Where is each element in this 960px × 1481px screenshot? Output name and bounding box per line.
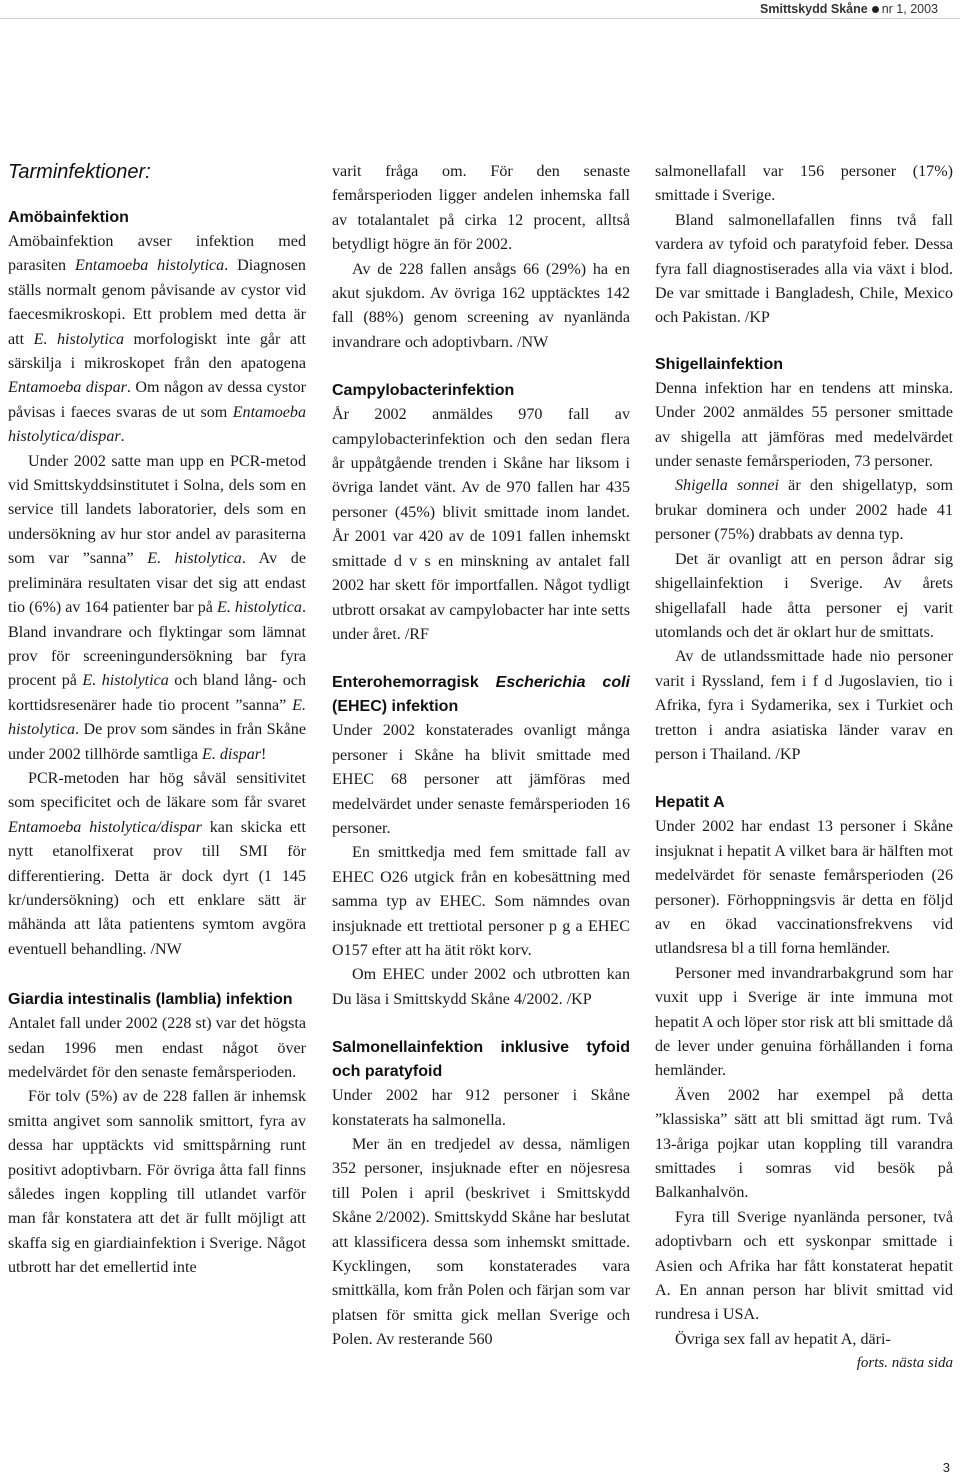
shigella-paragraph-3: Det är ovanligt att en person ådrar sig shigellainfektion i Sverige. Av årets shigellafall hade åtta personer ej varit utomlands och det är oklart hur de smittats. [655,550,953,641]
column-2-content [332,160,630,1353]
amoeba-paragraph-3: PCR-metoden har hög såväl sensitivitet som specificitet och de läkare som får svaret Entamoeba histolytica/dispar kan skicka ett nytt etanolfixerat prov till SMI för differentiering. Detta är dock dyrt (1 145 kr/undersökning) och ett enklare sätt är måhända att låta patientens symtom avgöra eventuell behandling. /NW [8,769,306,958]
shigella-paragraph-2: Shigella sonnei är den shigellatyp, som brukar dominera och under 2002 hade 41 personer (75%) drabbats av denna typ. [655,477,953,544]
section-title: Tarminfektioner: [8,161,151,183]
shigella-paragraph-4: Av de utlandssmittade hade nio personer varit i Ryssland, fem i f d Jugoslavien, tio i Afrika, fyra i Sydamerika, sex i Turkiet och tretton i andra asiatiska länder varav en person i Thailand. /KP [655,648,953,763]
heading-shigella: Shigellainfektion [655,355,784,373]
salmonella-paragraph-2: Mer än en tredjedel av dessa, nämligen 352 personer, insjuknade efter en nöjesresa till Polen i april (beskrivet i Smittskydd Skåne 2/2002). Smittskydd Skåne har beslutat att klassificera dessa som inhemskt smittade. Kycklingen, som konstaterades vara smittkälla, kom från Polen och färjan som var platsen för smitta gick mellan Sverige och Polen. Av resterande 560 [332,1136,630,1349]
hepatit-paragraph-1: Under 2002 har endast 13 personer i Skåne insjuknat i hepatit A vilket bara är hälften mot medelvärdet för senaste femårsperioden (26 personer). Förhoppningsvis är detta en följd av en ökad vaccinationsfrekvens vid utlandsresa bl a till forna hemländer. [655,818,953,958]
page-number: 3 [942,1460,950,1475]
heading-hepatit-a: Hepatit A [655,794,725,812]
continued-note: forts. nästa sida [856,1355,953,1372]
heading-amoebainfektion: Amöbainfektion [8,209,129,226]
publication-name: Smittskydd Skåne [760,2,868,16]
hepatit-paragraph-4: Fyra till Sverige nyanlända personer, två adoptivbarn och ett syskonpar smittade i Asien och Afrika har fått konstaterat hepatit A. En annan person har blivit smittad vid rundresa i USA. [655,1208,953,1324]
giardia-paragraph-2: För tolv (5%) av de 228 fallen är inhemsk smitta angivet som sannolik smittort, fyra av dessa har upptäckts vid smittspårning runt positivt adoptivbarn. För övriga åtta fall finns således ingen koppling till utlandet varför man får konstatera att det är fullt möjligt att skaffa sig en giardiainfektion i Sverige. Något utbrott har det emellertid inte [8,1088,306,1277]
amoeba-paragraph-1: Amöbainfektion avser infektion med parasiten Entamoeba histolytica. Diagnosen ställs normalt genom påvisande av cystor vid faecesmikroskopi. Ett problem med detta är att E. histolytica morfologiskt inte går att särskilja i mikroskopet från den apatogena Entamoeba dispar. Om någon av dessa cystor påvisas i faeces svaras de ut som Entamoeba histolytica/dispar. [8,233,306,446]
running-header [760,2,938,16]
column-1 [8,160,306,1281]
amoeba-paragraph-2: Under 2002 satte man upp en PCR-metod vid Smittskyddsinstitutet i Solna, dels som en service till landets laboratorier, dels som en undersökning av hur stor andel av parasiterna som var ”sanna” E. histolytica. Av de preliminära resultaten visar det sig att endast tio (6%) av 164 patienter bar på E. histolytica. Bland invandrare och flyktingar som lämnat prov för screeningundersökning bar fyra procent på E. histolytica och bland lång- och korttidsresenärer hade tio procent ”sanna” E. histolytica. De prov som sändes in från Skåne under 2002 tillhörde samtliga E. dispar! [8,452,306,763]
heading-ehec: Enterohemorragisk Escherichia coli (EHEC) infektion [332,674,630,716]
bullet-dot-icon [872,6,879,13]
heading-campylobacter: Campylobacterinfektion [332,382,515,400]
giardia-paragraph-3: Av de 228 fallen ansågs 66 (29%) ha en akut sjukdom. Av övriga 162 upptäcktes 142 fall (88%) genom screening av nyanlända invandrare och adoptivbarn. /NW [332,260,630,351]
salmonella-paragraph-1: Under 2002 har 912 personer i Skåne konstaterats ha salmonella. [332,1087,630,1129]
issue-number: nr 1, 2003 [881,2,938,16]
heading-giardia: Giardia intestinalis (lamblia) infektion [8,991,293,1009]
ehec-paragraph-3: Om EHEC under 2002 och utbrotten kan Du läsa i Smittskydd Skåne 4/2002. /KP [332,966,630,1008]
salmonella-paragraph-3: Bland salmonellafallen finns två fall vardera av tyfoid och paratyfoid feber. Dessa fyra fall diagnostiserades alla via växt i blod. De var smittade i Bangladesh, Chile, Mexico och Pakistan. /KP [655,211,953,327]
ehec-paragraph-1: Under 2002 konstaterades ovanligt många personer i Skåne ha blivit smittade med EHEC 68 personer att jämföras med medelvärdet under senaste femårsperioden 16 personer. [332,722,630,837]
column-3 [655,160,953,1374]
page-header [0,0,960,19]
salmonella-paragraph-2-continued: salmonellafall var 156 personer (17%) smittade i Sverige. [655,163,953,205]
hepatit-paragraph-2: Personer med invandrarbakgrund som har vuxit upp i Sverige är inte immuna mot hepatit A och löper stor risk att bli smittade då de lever under genuina förhållanden i forna hemländer. [655,964,953,1080]
campylobacter-paragraph-1: År 2002 anmäldes 970 fall av campylobacterinfektion och den sedan flera år uppåtgående trenden i Skåne har liksom i övriga landet vänt. Av de 970 fallen har 435 personer (45%) blivit smittade inom landet. År 2001 var 420 av de 1091 fallen inhemskt smittade d v s en minskning av antalet fall 2002 har skett för importfallen. Något tydligt utbrott orsakat av campylobacter har inte setts under året. /RF [332,406,630,643]
ehec-paragraph-2: En smittkedja med fem smittade fall av EHEC O26 utgick från en kobesättning med samma typ av EHEC. Som nämndes ovan insjuknade ett trettiotal personer p g a EHEC O157 efter att ha ätit rökt korv. [332,844,630,959]
giardia-paragraph-1: Antalet fall under 2002 (228 st) var det högsta sedan 1996 men endast något över medelvärdet för den senaste femårsperioden. [8,1015,306,1081]
shigella-paragraph-1: Denna infektion har en tendens att minska. Under 2002 anmäldes 55 personer smittade av shigella att jämföras med medelvärdet under senaste femårsperioden, 73 personer. [655,379,953,471]
giardia-section [8,988,306,1280]
giardia-paragraph-2-continued: varit fråga om. För den senaste femårsperioden ligger andelen inhemska fall av totalantalet på cirka 12 procent, alltså betydligt högre än för 2002. [332,163,630,254]
hepatit-paragraph-3: Även 2002 har exempel på detta ”klassiska” sätt att bli smittad ägt rum. Två 13-åriga pojkar utan koppling till varandra smittades i somras vid besök på Balkanhalvön. [655,1086,953,1202]
heading-salmonella: Salmonellainfektion inklusive tyfoid och paratyfoid [332,1039,630,1081]
hepatit-paragraph-5: Övriga sex fall av hepatit A, däri- [675,1330,891,1348]
